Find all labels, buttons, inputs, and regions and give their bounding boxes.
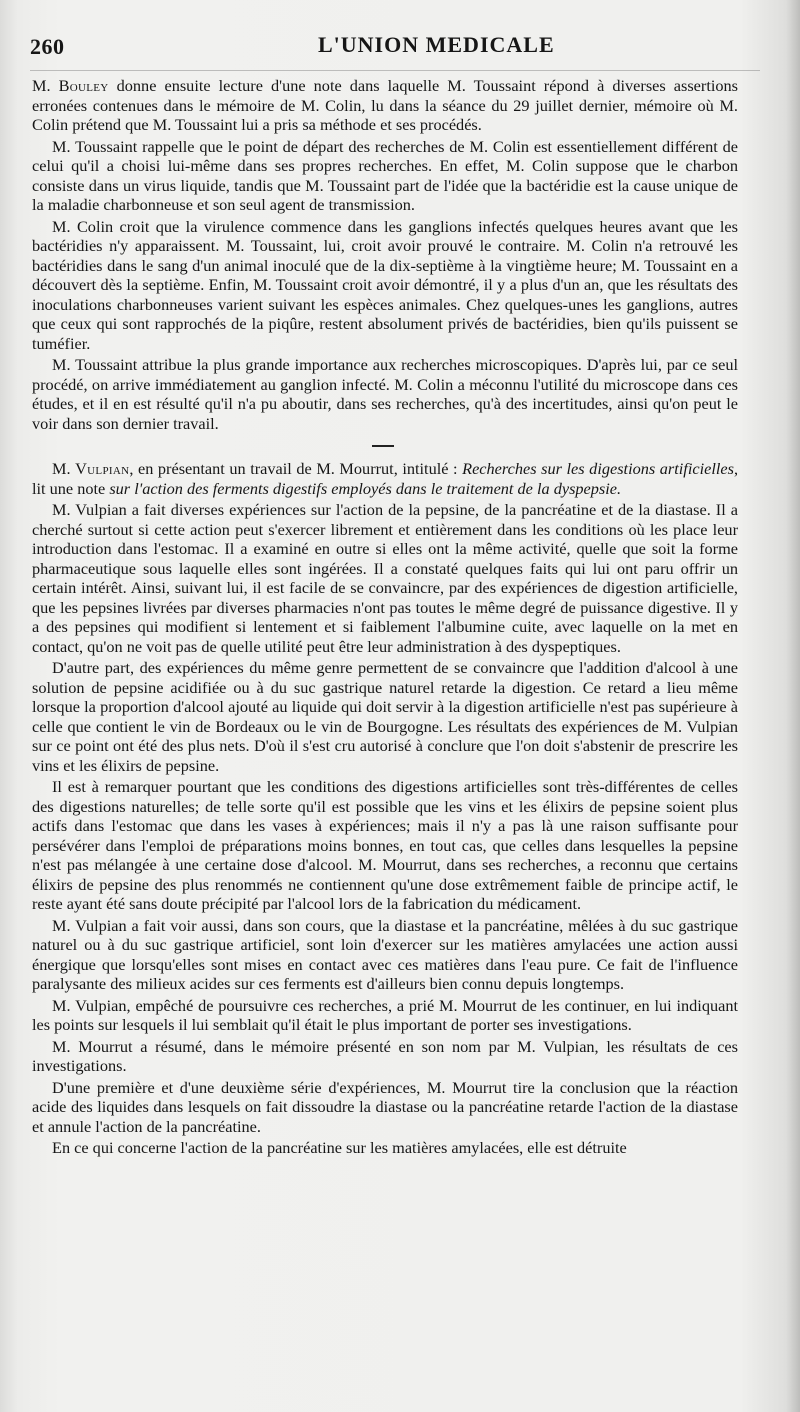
text-run: M.: [52, 459, 76, 478]
text-run: Il est à remarquer pourtant que les conditions des digestions artificielles sont très-différentes de celles des digestions naturelles; de telle sorte qu'il est possible que les vins et les élixirs de pepsine soient plus actifs dans l'estomac que dans les vases à expériences; mais il n'y a pas là une raison suffisante pour persévérer dans l'emploi de préparations moins bonnes, en tout cas, que celles dans lesquelles la pepsine n'est pas mélangée à une certaine dose d'alcool. M. Mourrut, dans ses recherches, a reconnu que certains élixirs de pepsine des plus renommés ne contiennent qu'une dose extrêmement faible de principe actif, le reste ayant été sans doute précipité par l'alcool lors de la fabrication du médicament.: [32, 777, 738, 913]
page-number: 260: [30, 34, 65, 59]
section-separator: [32, 433, 738, 459]
text-run: , en présentant un travail de M. Mourrut, intitulé :: [129, 459, 463, 478]
paragraph: [32, 76, 738, 135]
paragraph: [32, 916, 738, 994]
page-header: [30, 26, 770, 66]
paragraph: [32, 777, 738, 914]
separator-dash: [372, 445, 394, 447]
text-run: D'une première et d'une deuxième série d'expériences, M. Mourrut tire la conclusion que la réaction acide des liquides dans lesquels on fait dissoudre la diastase ou la pancréatine retarde l'action de la diastase et annule l'action de la pancréatine.: [32, 1077, 738, 1136]
paragraph: [32, 355, 738, 433]
paragraph: [32, 459, 738, 498]
speaker-name: Vulpian: [75, 459, 130, 478]
text-run: En ce qui concerne l'action de la pancréatine sur les matières amylacées, elle est détruite: [52, 1138, 627, 1157]
text-run: M. Toussaint attribue la plus grande importance aux recherches microscopiques. D'après lui, par ce seul procédé, on arrive immédiatement au ganglion infecté. M. Colin a méconnu l'utilité du microscope dans ces études, et il en est résulté qu'il n'a pu aboutir, dans ses recherches, qu'à des incertitudes, ainsi qu'on peut le voir dans son dernier travail.: [32, 355, 738, 433]
paragraph: [32, 1138, 738, 1158]
paragraph: [32, 996, 738, 1035]
text-run: , lit une note: [32, 459, 739, 498]
article-body: [32, 76, 738, 1158]
text-run: M. Vulpian, empêché de poursuivre ces recherches, a prié M. Mourrut de les continuer, en lui indiquant les points sur lesquels il lui semblait qu'il était le plus important de porter ses investigations.: [32, 995, 738, 1034]
paragraph: [32, 658, 738, 775]
paragraph: [32, 217, 738, 354]
paragraph: [32, 500, 738, 656]
text-run: M. Colin croit que la virulence commence dans les ganglions infectés quelques heures avant que les bactéridies n'y apparaissent. M. Toussaint, lui, croit avoir prouvé le contraire. M. Colin n'a retrouvé les bactéridies dans le sang d'un animal inoculé que de la dix-septième à la vingtième heure; M. Toussaint en a découvert dès la septième. Enfin, M. Toussaint croit avoir démontré, il y a plus d'un an, que les résultats des inoculations charbonneuses varient suivant les espèces animales. Chez quelques-unes les ganglions, autres que ceux qui sont rapprochés de la piqûre, restent absolument privés de bactéridies, bien qu'ils puissent se tuméfier.: [32, 216, 738, 353]
journal-title: L'UNION MEDICALE: [318, 32, 555, 57]
paragraph: [32, 137, 738, 215]
text-run: M. Mourrut a résumé, dans le mémoire présenté en son nom par M. Vulpian, les résultats de ces investigations.: [32, 1036, 738, 1075]
italic-title: Recherches sur les digestions artificielles: [462, 459, 734, 478]
paragraph: [32, 1078, 738, 1137]
header-rule: [30, 70, 760, 71]
text-run: donne ensuite lecture d'une note dans laquelle M. Toussaint répond à diverses assertions erronées contenues dans le mémoire de M. Colin, lu dans la séance du 29 juillet dernier, mémoire où M. Colin prétend que M. Toussaint lui a pris sa méthode et ses procédés.: [32, 76, 738, 134]
italic-title: sur l'action des ferments digestifs employés dans le traitement de la dyspepsie.: [109, 478, 622, 498]
text-run: M.: [32, 76, 59, 95]
text-run: D'autre part, des expériences du même genre permettent de se convaincre que l'addition d'alcool à une solution de pepsine acidifiée ou à du suc gastrique naturel retarde la digestion. Ce retard a lieu même lorsque la proportion d'alcool ajouté au liquide qui doit servir à la digestion artificielle n'est pas supérieure à celle que contient le vin de Bordeaux ou le vin de Bourgogne. Les résultats des expériences de M. Vulpian sur ce point ont été des plus nets. D'où il s'est cru autorisé à conclure que l'on doit s'abstenir de prescrire les vins et les élixirs de pepsine.: [32, 658, 738, 775]
speaker-name: Bouley: [58, 76, 109, 95]
paragraph: [32, 1037, 738, 1076]
text-run: M. Vulpian a fait voir aussi, dans son cours, que la diastase et la pancréatine, mêlées à du suc gastrique naturel ou à du suc gastrique artificiel, sont loin d'exercer sur les matières amylacées une action aussi énergique que lorsqu'elles sont mises en contact avec ces matières dans l'eau pure. Ce fait de l'influence paralysante des milieux acides sur ces ferments est d'ailleurs bien connu depuis longtemps.: [32, 915, 738, 993]
text-run: M. Vulpian a fait diverses expériences sur l'action de la pepsine, de la pancréatine et de la diastase. Il a cherché surtout si cette action peut s'exercer librement et entièrement dans les conditions où les place leur introduction dans l'estomac. Il a examiné en outre si elles ont la même activité, quelle que soit la forme pharmaceutique sous laquelle elles sont ingérées. Il a constaté quelques faits qui lui ont paru offrir un certain intérêt. Ainsi, suivant lui, il est facile de se convaincre, par des expériences de digestion artificielle, que les pepsines livrées par diverses pharmacies n'ont pas toutes le même degré de puissance digestive. Il y a des pepsines qui modifient si lentement et si faiblement l'albumine cuite, avec laquelle on la met en contact, qu'on ne voit pas de quelle utilité peut être leur administration à des dyspeptiques.: [32, 500, 738, 656]
text-run: M. Toussaint rappelle que le point de départ des recherches de M. Colin est essentiellement différent de celui qu'il a choisi lui-même dans ses propres recherches. En effet, M. Colin suppose que le charbon consiste dans un virus liquide, tandis que M. Toussaint part de l'idée que la bactéridie est la cause unique de la maladie charbonneuse et son seul agent de transmission.: [32, 136, 738, 214]
